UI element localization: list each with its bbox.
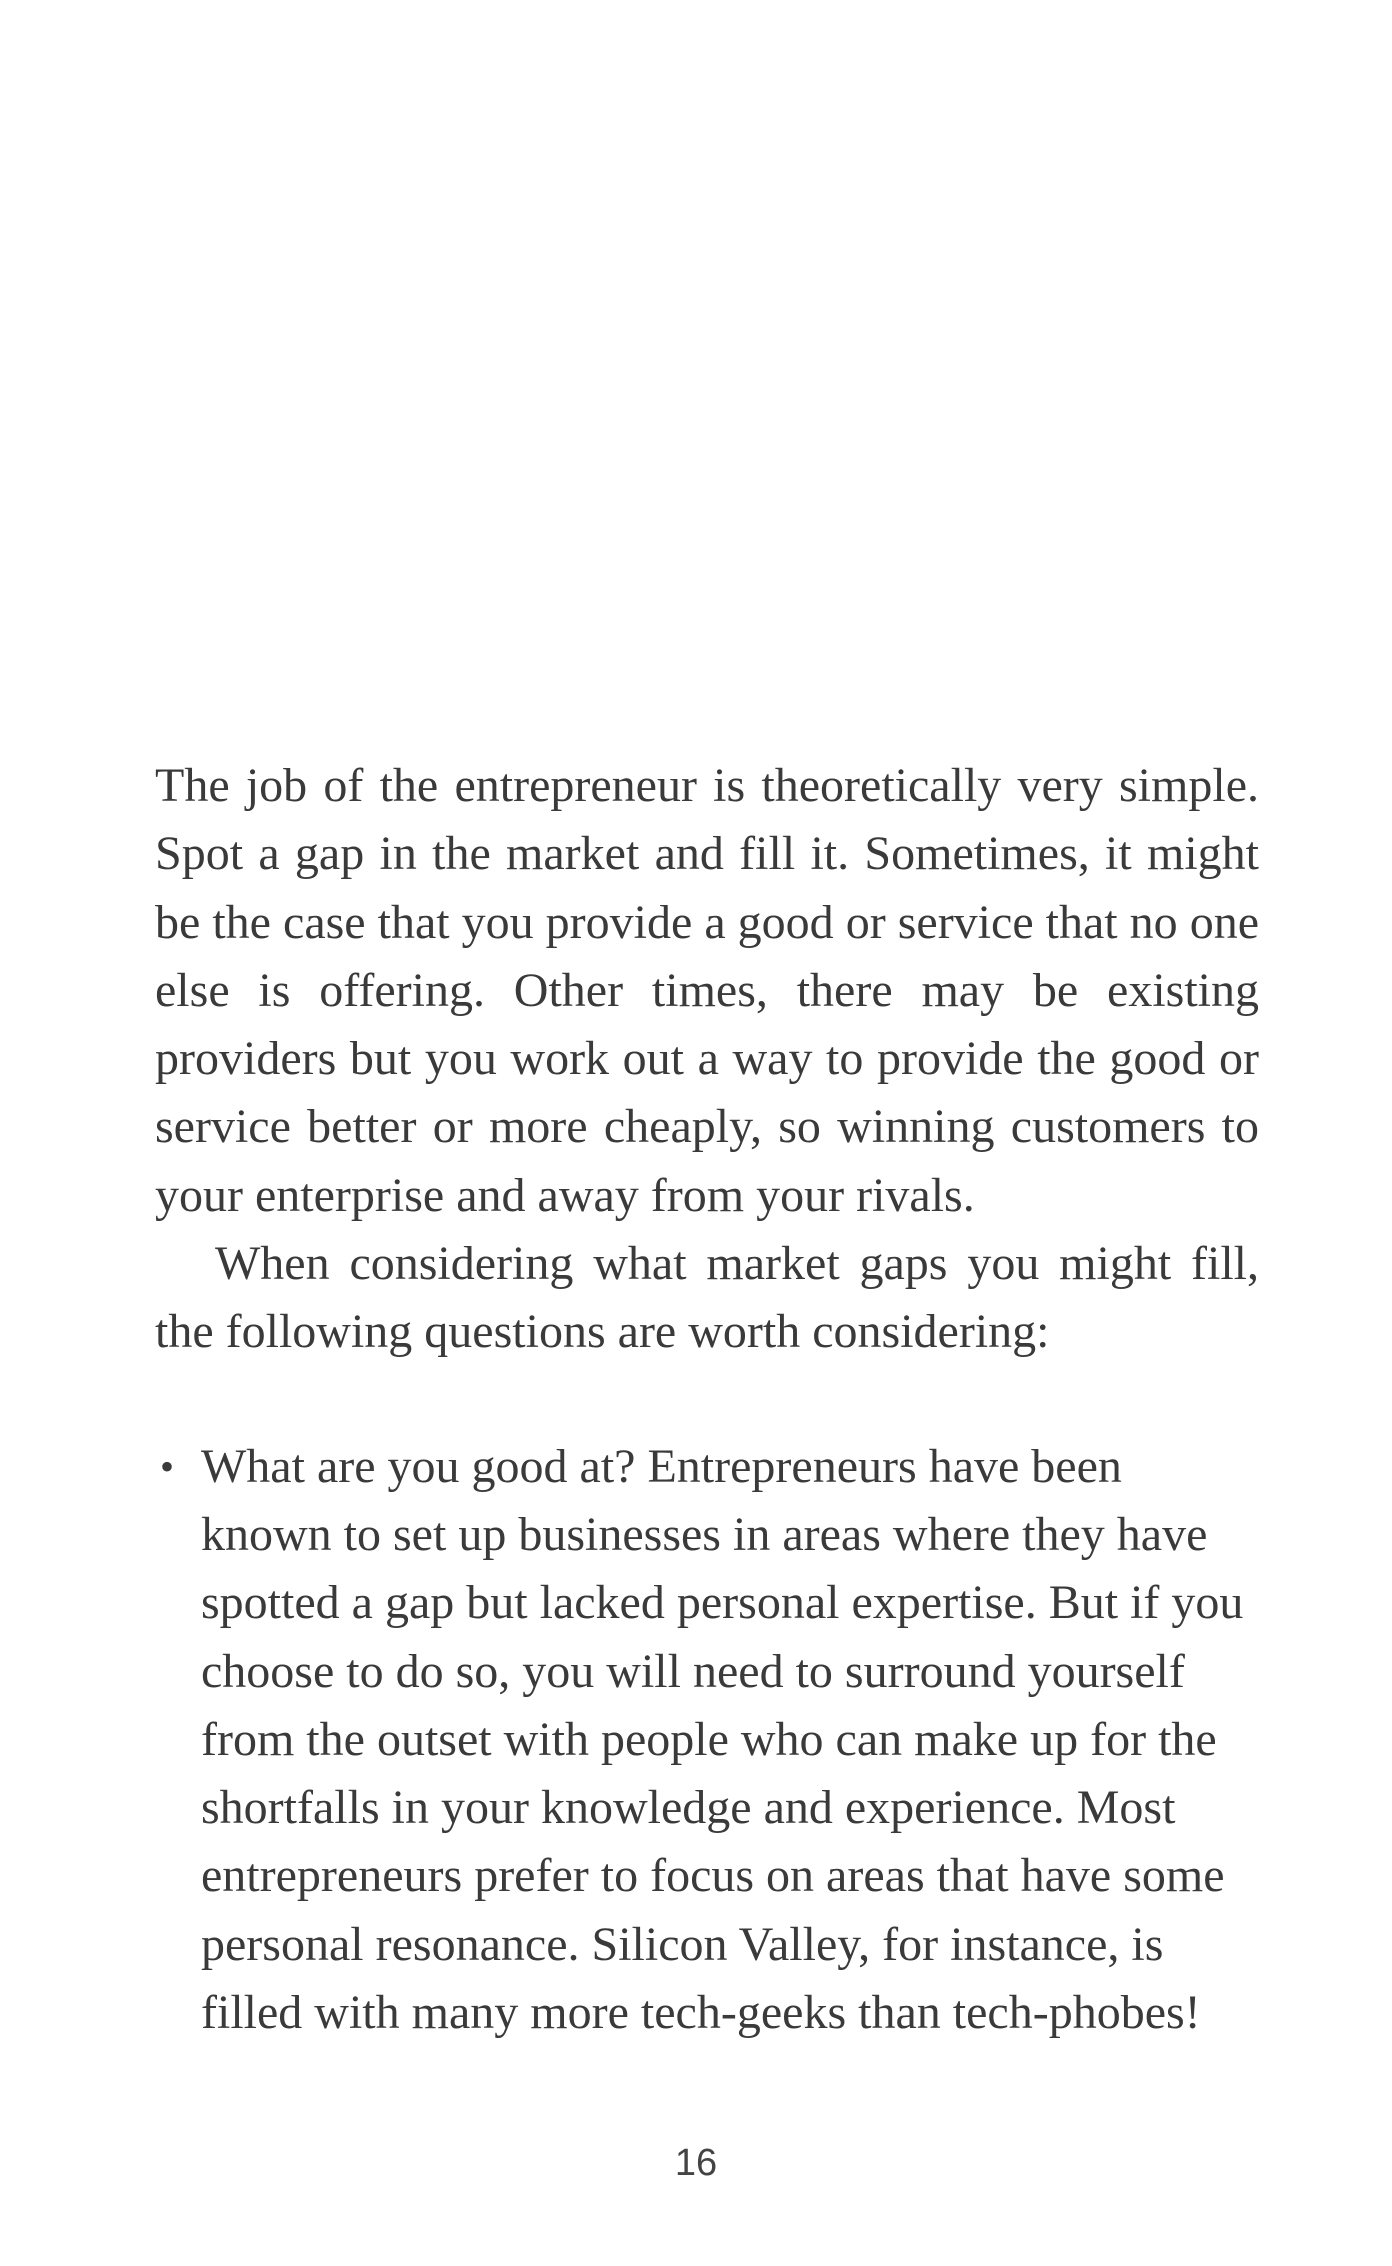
bullet-dot-icon: • [160,1443,175,1489]
paragraph-intro: The job of the entrepreneur is theoretically very simple. Spot a gap in the market and fill it. Sometimes, it might be the case that you provide a good or service that no one else is offering. Other times, there may be existing providers but you work out a way to provide the good or service better or more cheaply, so winning customers to your enterprise and away from your rivals. [155,759,1259,1222]
list-item [155,1433,1259,2048]
body-text [155,752,1259,2047]
paragraph-questions-lead: When considering what market gaps you might fill, the following questions are worth considering: [155,1237,1259,1359]
list-item-text: What are you good at? Entrepreneurs have been known to set up businesses in areas where they have spotted a gap but lacked personal expertise. But if you choose to do so, you will need to surround yourself from the outset with people who can make up for the shortfalls in your knowledge and experience. Most entrepreneurs prefer to focus on areas that have some personal resonance. Silicon Valley, for instance, is filled with many more tech-geeks than tech-phobes! [201,1439,1244,2040]
page-number: 16 [674,2142,718,2184]
question-list [155,1433,1259,2048]
